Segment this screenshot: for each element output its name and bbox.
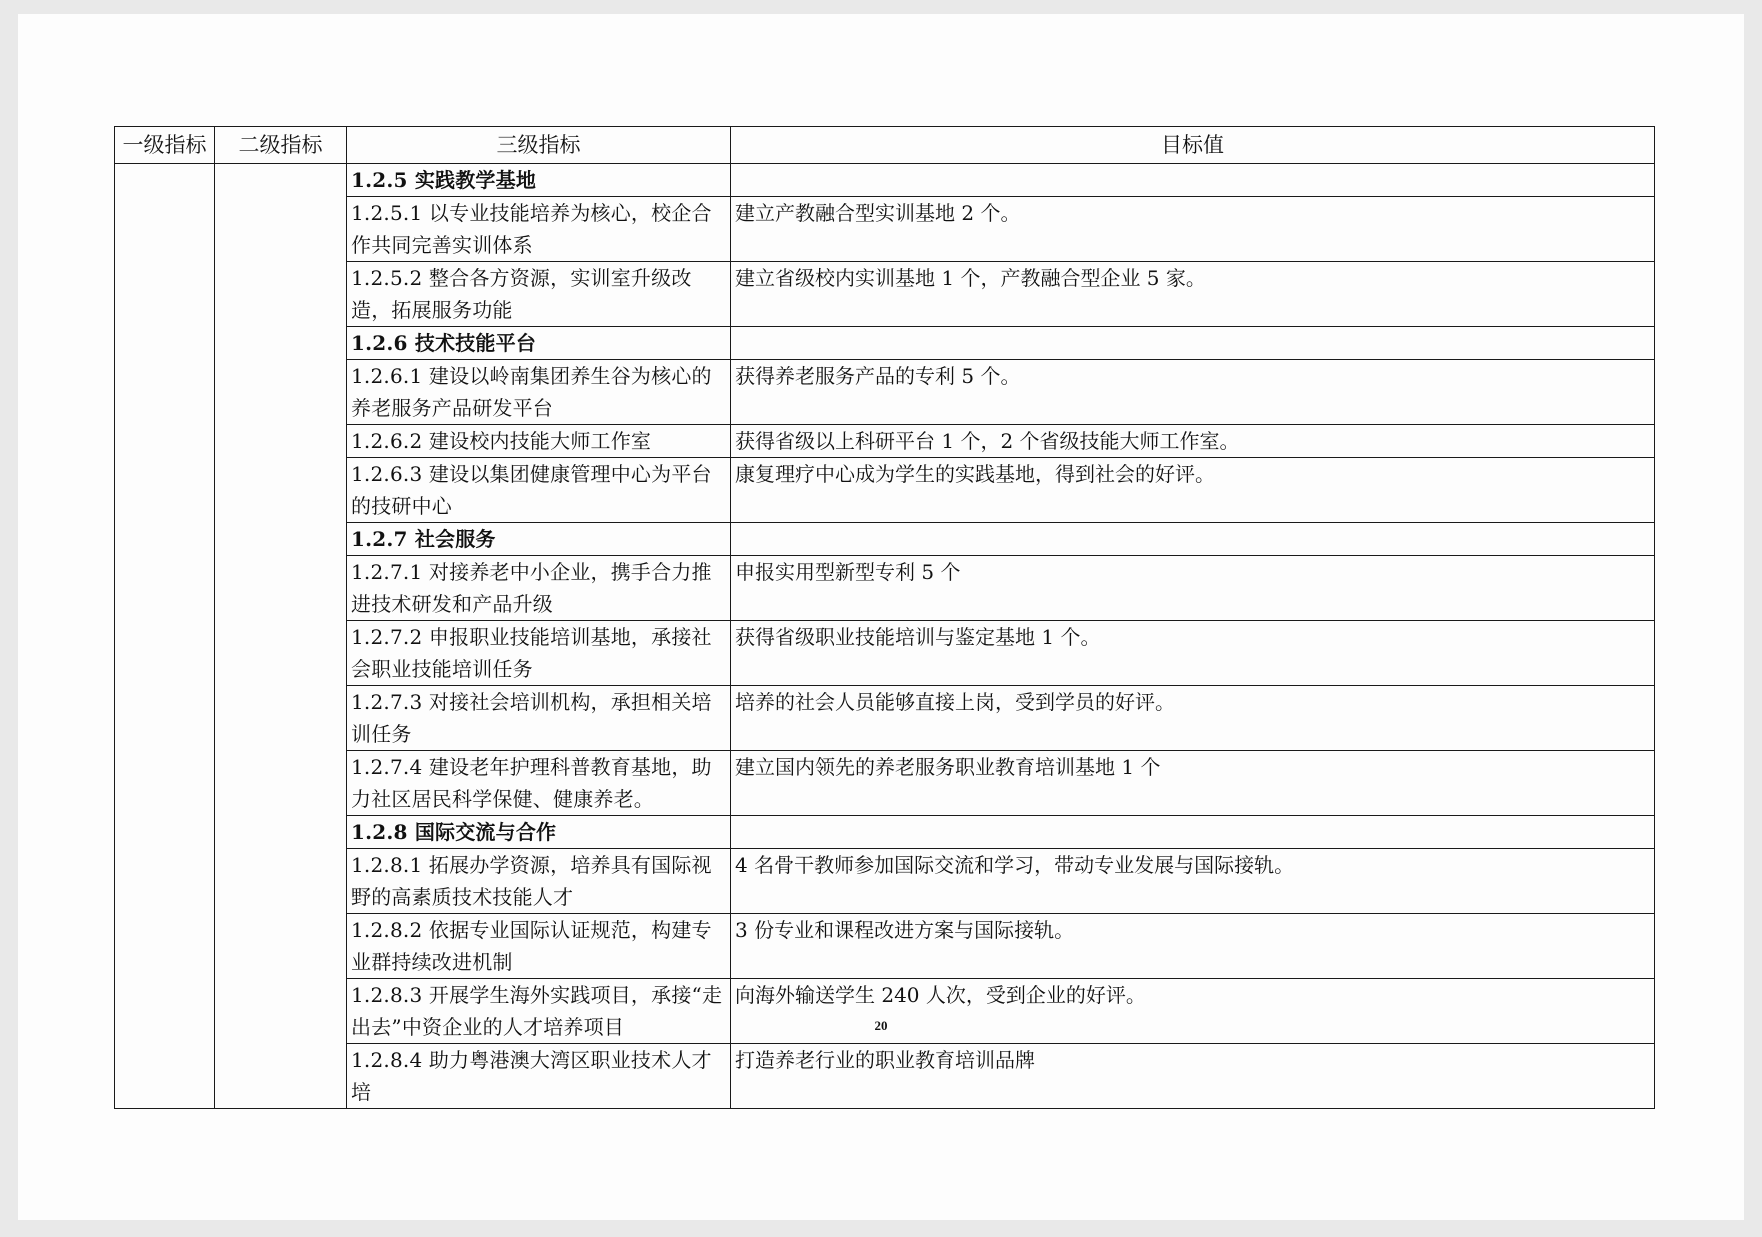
target-cell: 培养的社会人员能够直接上岗，受到学员的好评。 [731, 686, 1655, 751]
header-level-1: 一级指标 [115, 127, 215, 164]
target-cell: 获得省级以上科研平台 1 个，2 个省级技能大师工作室。 [731, 425, 1655, 458]
section-row [115, 164, 1655, 197]
target-cell: 建立国内领先的养老服务职业教育培训基地 1 个 [731, 751, 1655, 816]
document-page [18, 14, 1744, 1220]
target-cell: 4 名骨干教师参加国际交流和学习，带动专业发展与国际接轨。 [731, 849, 1655, 914]
level-2-cell [215, 164, 347, 1109]
indicator-cell: 1.2.8.1 拓展办学资源，培养具有国际视野的高素质技术技能人才 [347, 849, 731, 914]
indicator-cell: 1.2.5.1 以专业技能培养为核心，校企合作共同完善实训体系 [347, 197, 731, 262]
table-header-row [115, 127, 1655, 164]
page-number: 20 [874, 1018, 888, 1033]
indicator-cell: 1.2.8.3 开展学生海外实践项目，承接“走出去”中资企业的人才培养项目 [347, 979, 731, 1044]
target-cell [731, 164, 1655, 197]
indicator-cell: 1.2.7.4 建设老年护理科普教育基地，助力社区居民科学保健、健康养老。 [347, 751, 731, 816]
indicator-cell: 1.2.6.2 建设校内技能大师工作室 [347, 425, 731, 458]
section-title: 1.2.7 社会服务 [347, 523, 731, 556]
target-cell: 申报实用型新型专利 5 个 [731, 556, 1655, 621]
indicator-cell: 1.2.8.4 助力粤港澳大湾区职业技术人才培 [347, 1044, 731, 1109]
section-title: 1.2.6 技术技能平台 [347, 327, 731, 360]
target-cell: 获得养老服务产品的专利 5 个。 [731, 360, 1655, 425]
indicator-cell: 1.2.7.3 对接社会培训机构，承担相关培训任务 [347, 686, 731, 751]
target-cell: 3 份专业和课程改进方案与国际接轨。 [731, 914, 1655, 979]
section-title: 1.2.5 实践教学基地 [347, 164, 731, 197]
target-cell [731, 327, 1655, 360]
indicator-cell: 1.2.8.2 依据专业国际认证规范，构建专业群持续改进机制 [347, 914, 731, 979]
indicator-cell: 1.2.6.3 建设以集团健康管理中心为平台的技研中心 [347, 458, 731, 523]
header-level-3: 三级指标 [347, 127, 731, 164]
header-target: 目标值 [731, 127, 1655, 164]
table-body [115, 164, 1655, 1109]
target-cell: 康复理疗中心成为学生的实践基地，得到社会的好评。 [731, 458, 1655, 523]
target-cell [731, 523, 1655, 556]
indicator-table [114, 126, 1655, 1109]
header-level-2: 二级指标 [215, 127, 347, 164]
target-cell [731, 816, 1655, 849]
indicator-cell: 1.2.6.1 建设以岭南集团养生谷为核心的养老服务产品研发平台 [347, 360, 731, 425]
indicator-cell: 1.2.5.2 整合各方资源，实训室升级改造，拓展服务功能 [347, 262, 731, 327]
indicator-cell: 1.2.7.1 对接养老中小企业，携手合力推进技术研发和产品升级 [347, 556, 731, 621]
target-cell: 获得省级职业技能培训与鉴定基地 1 个。 [731, 621, 1655, 686]
section-title: 1.2.8 国际交流与合作 [347, 816, 731, 849]
level-1-cell [115, 164, 215, 1109]
target-cell: 向海外输送学生 240 人次，受到企业的好评。 [731, 979, 1655, 1044]
target-cell: 建立产教融合型实训基地 2 个。 [731, 197, 1655, 262]
target-cell: 打造养老行业的职业教育培训品牌 [731, 1044, 1655, 1109]
indicator-cell: 1.2.7.2 申报职业技能培训基地，承接社会职业技能培训任务 [347, 621, 731, 686]
target-cell: 建立省级校内实训基地 1 个，产教融合型企业 5 家。 [731, 262, 1655, 327]
